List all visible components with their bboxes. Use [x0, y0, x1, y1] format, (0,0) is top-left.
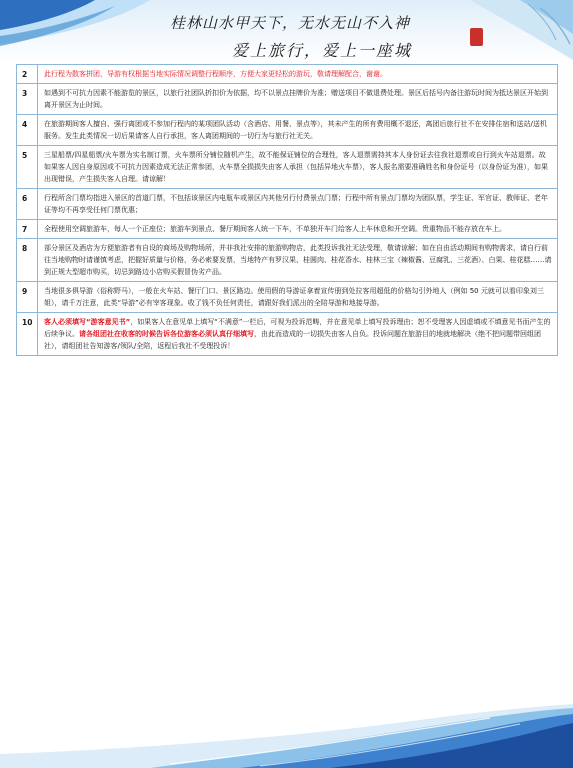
term-row — [17, 115, 558, 146]
terms-table-body — [17, 65, 558, 356]
term-row — [17, 313, 558, 356]
term-number: 8 — [17, 239, 38, 282]
terms-table — [16, 64, 558, 356]
term-text — [38, 115, 558, 146]
slogan-line-2: 爱上旅行，爱上一座城 — [232, 41, 413, 60]
term-text-segment: ，如果客人在意见单上填写“不满意”一栏后，可视为投诉范畴，并在意见单上填写投诉理由；恕不受理客人因虚填或不填意见书而产生的后续争议。 — [44, 318, 551, 338]
term-row — [17, 84, 558, 115]
term-row — [17, 189, 558, 220]
term-number: 9 — [17, 282, 38, 313]
term-text-segment: 全程使用空调旅游车，每人一个正座位；旅游车到景点、餐厅期间客人统一下车，不单独开车门给客人上车休息和开空调。贵重物品不能存放在车上。 — [44, 225, 506, 233]
term-number: 4 — [17, 115, 38, 146]
term-row — [17, 146, 558, 189]
term-text-segment: 部分景区及酒店为方便旅游者有自设的商场及购物场所，并非我社安排的旅游购物店，此类投诉我社无法受理，敬请谅解；如在自由活动期间有购物需求，请自行前往当地购物时请谨慎考虑，把握好质量与价格，务必索要发票，当地特产有罗汉果、桂圆肉、桂花香水、桂林三宝（辣椒酱、豆腐乳、三花酒）、白果、桂花糕……请到正规大型超市购买，切忌到路边小店购买假冒伪劣产品。 — [44, 244, 552, 276]
term-text-segment: 如遇到不可抗力因素不能游览的景区，以旅行社团队折扣价为依据，均不以景点挂牌价为准；赠送项目不做退费处理。景区后括号内备注游玩时间为抵达景区开始到离开景区为止时间。 — [44, 89, 548, 109]
term-text — [38, 65, 558, 84]
term-text — [38, 220, 558, 239]
term-text — [38, 84, 558, 115]
term-text — [38, 239, 558, 282]
term-text — [38, 313, 558, 356]
term-number: 7 — [17, 220, 38, 239]
term-number: 3 — [17, 84, 38, 115]
term-text — [38, 282, 558, 313]
term-text-segment: 行程所含门票均指进入景区的首道门票，不包括该景区内电瓶车或景区内其他另行付费景点门票；行程中所有景点门票均为团队票，学生证、军官证、教师证、老年证等均不再享受任何门票优惠； — [44, 194, 548, 214]
term-number: 2 — [17, 65, 38, 84]
term-text — [38, 189, 558, 220]
term-row — [17, 239, 558, 282]
term-row — [17, 282, 558, 313]
footer-wave — [0, 698, 573, 768]
term-text-segment: 三星船票/四星船票/火车票为实名制订票，火车票所分铺位随机产生，故不能保证铺位的合理性，客人退票需持其本人身份证去往我社退票或自行到火车站退票。故如果客人因自身原因或不可抗力因素造成无法正常参团，火车票全损损失由客人承担（包括异地火车票），客人报名需要准确姓名和身份证号（以身份证为准），如果出现错误，产生损失客人自理。请谅解！ — [44, 151, 548, 183]
term-text-segment: 在旅游期间客人擅自、强行离团或不参加行程内的某项团队活动（含酒店、用餐、景点等），其未产生的所有费用概不退还，离团后旅行社不在安排住宿和送站/送机服务。发生此类情况一切后果请客人自行承担，客人离团期间的一切行为与旅行社无关。 — [44, 120, 547, 140]
term-text-segment: ，由此而造成的一切损失由客人自负。投诉问题在旅游目的地就地解决（绝不把问题带回组团社），请组团社告知游客/领队/全陪，返程后我社不受理投诉！ — [44, 330, 541, 350]
term-text — [38, 146, 558, 189]
slogan-line-1: 桂林山水甲天下，无水无山不入神 — [170, 14, 411, 32]
term-number: 10 — [17, 313, 38, 356]
term-row — [17, 220, 558, 239]
term-text-segment: 此行程为散客拼团，导游有权根据当地实际情况调整行程顺序，方便大家更轻松的游玩，敬请理解配合，谢谢。 — [44, 70, 387, 78]
term-text-segment: 客人必须填写“游客意见书” — [44, 318, 131, 326]
term-text-segment: 请各组团社在收客的时候告诉各位游客必须认真仔细填写 — [79, 330, 254, 338]
term-row — [17, 65, 558, 84]
term-number: 6 — [17, 189, 38, 220]
seal-stamp-icon — [470, 28, 483, 46]
header-banner — [0, 0, 573, 64]
wave-decoration-icon — [0, 698, 573, 768]
term-text-segment: 当地很多俱导游（俗称野马），一般在火车站、餐厅门口、景区路边。使用假的导游证拿着宣传册到处拉客用超低的价格勾引外地人（例如 50 元就可以看印象刘三姐），请千万注意，此类“导游”必有宰客现象。收了钱不负任何责任，请跟好我们派出的全陪导游和地接导游。 — [44, 287, 544, 307]
term-number: 5 — [17, 146, 38, 189]
